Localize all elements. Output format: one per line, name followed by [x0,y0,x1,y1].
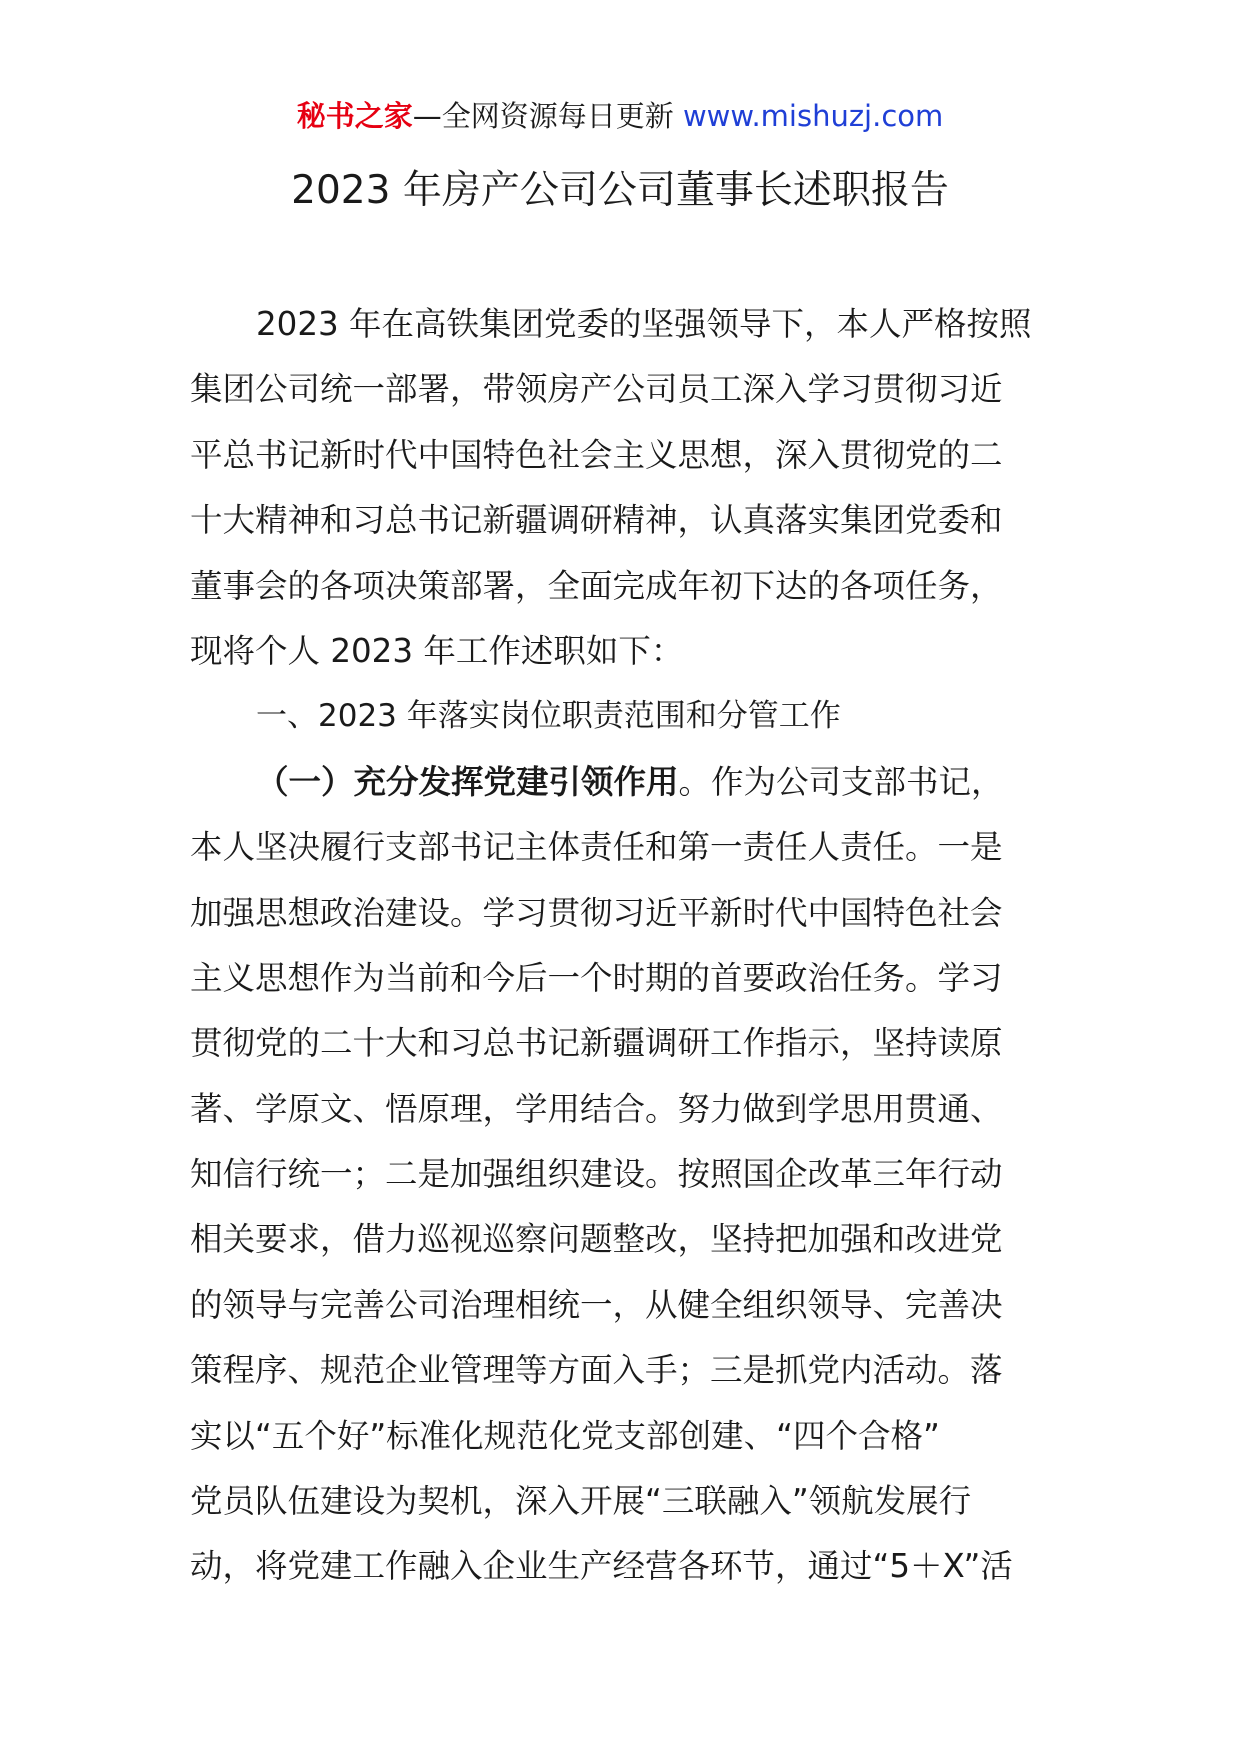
paragraph-line: 的领导与完善公司治理相统一，从健全组织领导、完善决 [190,1285,1003,1324]
paragraph-line: 党员队伍建设为契机，深入开展“三联融入”领航发展行 [190,1482,972,1521]
site-url: www.mishuzj.com [682,99,944,133]
paragraph-line: 董事会的各项决策部署，全面完成年初下达的各项任务， [190,566,1003,605]
paragraph-line: 主义思想作为当前和今后一个时期的首要政治任务。学习 [190,958,1003,997]
document-title: 2023 年房产公司公司董事长述职报告 [291,168,949,213]
paragraph-line: 知信行统一；二是加强组织建设。按照国企改革三年行动 [190,1155,1003,1194]
paragraph-line: 策程序、规范企业管理等方面入手；三是抓党内活动。落 [190,1351,1003,1390]
subsection-line [190,750,1054,815]
brand-name: 秘书之家 [296,99,413,133]
paragraph-line: 动，将党建工作融入企业生产经营各环节，通过“5＋X”活 [190,1547,1013,1586]
paragraph-line: 现将个人 2023 年工作述职如下： [190,631,684,670]
paragraph-line: 贯彻党的二十大和习总书记新疆调研工作指示，坚持读原 [190,1024,1003,1063]
subsection-heading: （一）充分发挥党建引领作用 [256,762,679,801]
watermark-header [0,96,1240,136]
paragraph-line: 相关要求，借力巡视巡察问题整改，坚持把加强和改进党 [190,1220,1003,1259]
paragraph-line: 加强思想政治建设。学习贯彻习近平新时代中国特色社会 [190,893,1003,932]
brand-tagline: —全网资源每日更新 [412,99,683,133]
paragraph-line: 平总书记新时代中国特色社会主义思想，深入贯彻党的二 [190,435,1003,474]
paragraph-line: 十大精神和习总书记新疆调研精神，认真落实集团党委和 [190,501,1003,540]
section-heading: 一、2023 年落实岗位职责范围和分管工作 [256,698,841,735]
paragraph-line: 实以“五个好”标准化规范化党支部创建、“四个合格” [190,1416,940,1455]
paragraph-line: 集团公司统一部署，带领房产公司员工深入学习贯彻习近 [190,370,1003,409]
paragraph-line: 著、学原文、悟原理，学用结合。努力做到学思用贯通、 [190,1089,1003,1128]
paragraph-line: 本人坚决履行支部书记主体责任和第一责任人责任。一是 [190,828,1003,867]
paragraph-line: 2023 年在高铁集团党委的坚强领导下，本人严格按照 [256,305,1032,343]
subsection-text: 。作为公司支部书记， [678,762,1004,801]
document-body [190,292,1054,1600]
